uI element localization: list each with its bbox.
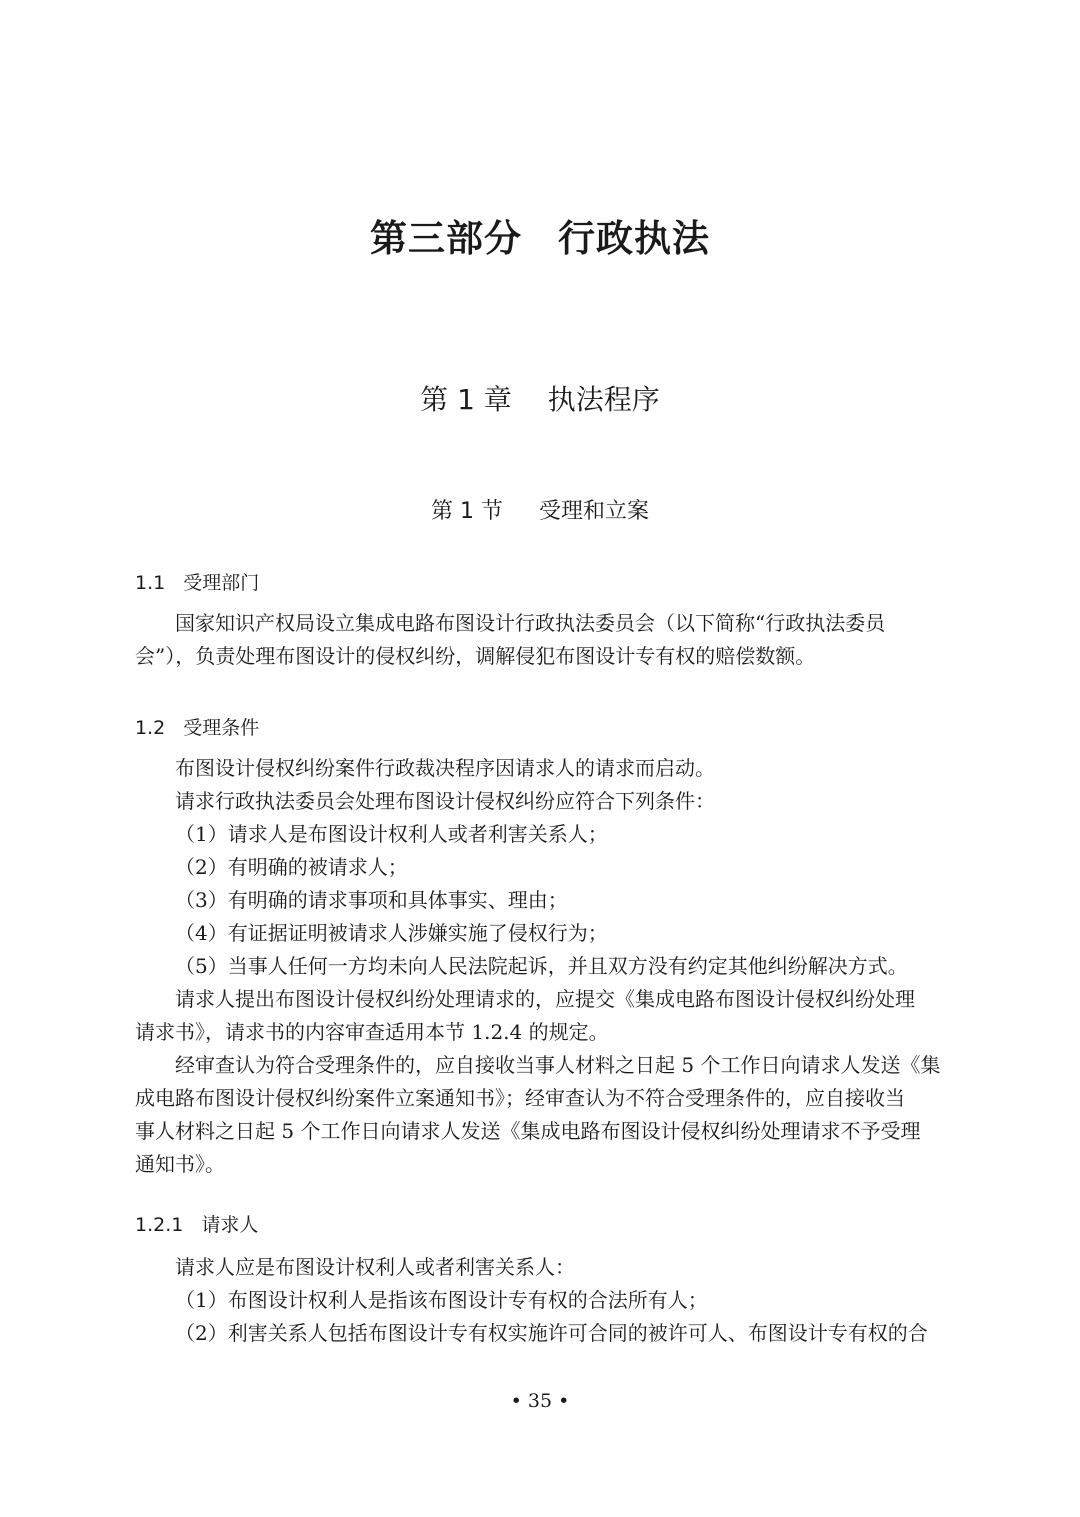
heading-number: 1.1 [135, 572, 166, 594]
part-number: 第三部分 [370, 216, 522, 260]
list-item: （4）有证据证明被请求人涉嫌实施了侵权行为； [175, 921, 608, 945]
heading-text: 请求人 [201, 1214, 259, 1236]
heading-number: 1.2.1 [135, 1214, 184, 1236]
part-name: 行政执法 [558, 216, 710, 260]
list-item: （1）布图设计权利人是指该布图设计专有权的合法所有人； [175, 1288, 708, 1312]
list-item: （1）请求人是布图设计权利人或者利害关系人； [175, 822, 608, 846]
text-line: 请求书》，请求书的内容审查适用本节 1.2.4 的规定。 [135, 1020, 609, 1044]
text-line: 通知书》。 [135, 1152, 225, 1176]
text-line: 布图设计侵权纠纷案件行政裁决程序因请求人的请求而启动。 [175, 756, 715, 780]
text-line: 会”），负责处理布图设计的侵权纠纷，调解侵犯布图设计专有权的赔偿数额。 [135, 644, 816, 668]
text-line: 请求行政执法委员会处理布图设计侵权纠纷应符合下列条件： [175, 789, 715, 813]
text-line: 经审查认为符合受理条件的，应自接收当事人材料之日起 5 个工作日向请求人发送《集 [175, 1053, 941, 1077]
chapter-number: 第 1 章 [420, 383, 512, 416]
heading-text: 受理条件 [183, 717, 260, 739]
list-item: （2）利害关系人包括布图设计专有权实施许可合同的被许可人、布图设计专有权的合 [175, 1321, 928, 1345]
section-number: 第 1 节 [431, 499, 503, 524]
text-line: 国家知识产权局设立集成电路布图设计行政执法委员会（以下简称“行政执法委员 [175, 611, 886, 635]
chapter-name: 执法程序 [547, 383, 660, 416]
heading-number: 1.2 [135, 717, 166, 739]
heading-text: 受理部门 [183, 572, 260, 594]
heading-1-2 [135, 713, 259, 740]
part-title [0, 208, 1080, 262]
paragraph-1-2 [135, 752, 980, 1181]
heading-1-1 [135, 568, 259, 595]
page-number: • 35 • [510, 1390, 570, 1412]
text-line: 请求人应是布图设计权利人或者利害关系人： [175, 1255, 575, 1279]
heading-1-2-1 [135, 1210, 258, 1237]
paragraph-1-1 [135, 607, 980, 673]
list-item: （5）当事人任何一方均未向人民法院起诉，并且双方没有约定其他纠纷解决方式。 [175, 954, 908, 978]
text-line: 成电路布图设计侵权纠纷案件立案通知书》；经审查认为不符合受理条件的，应自接收当 [135, 1086, 905, 1110]
text-line: 事人材料之日起 5 个工作日向请求人发送《集成电路布图设计侵权纠纷处理请求不予受理 [135, 1119, 921, 1143]
text-line: 请求人提出布图设计侵权纠纷处理请求的，应提交《集成电路布图设计侵权纠纷处理 [175, 987, 915, 1011]
list-item: （2）有明确的被请求人； [175, 855, 408, 879]
chapter-title [0, 378, 1080, 418]
section-name: 受理和立案 [538, 499, 649, 524]
section-title [0, 494, 1080, 525]
list-item: （3）有明确的请求事项和具体事实、理由； [175, 888, 568, 912]
paragraph-1-2-1 [135, 1251, 980, 1350]
